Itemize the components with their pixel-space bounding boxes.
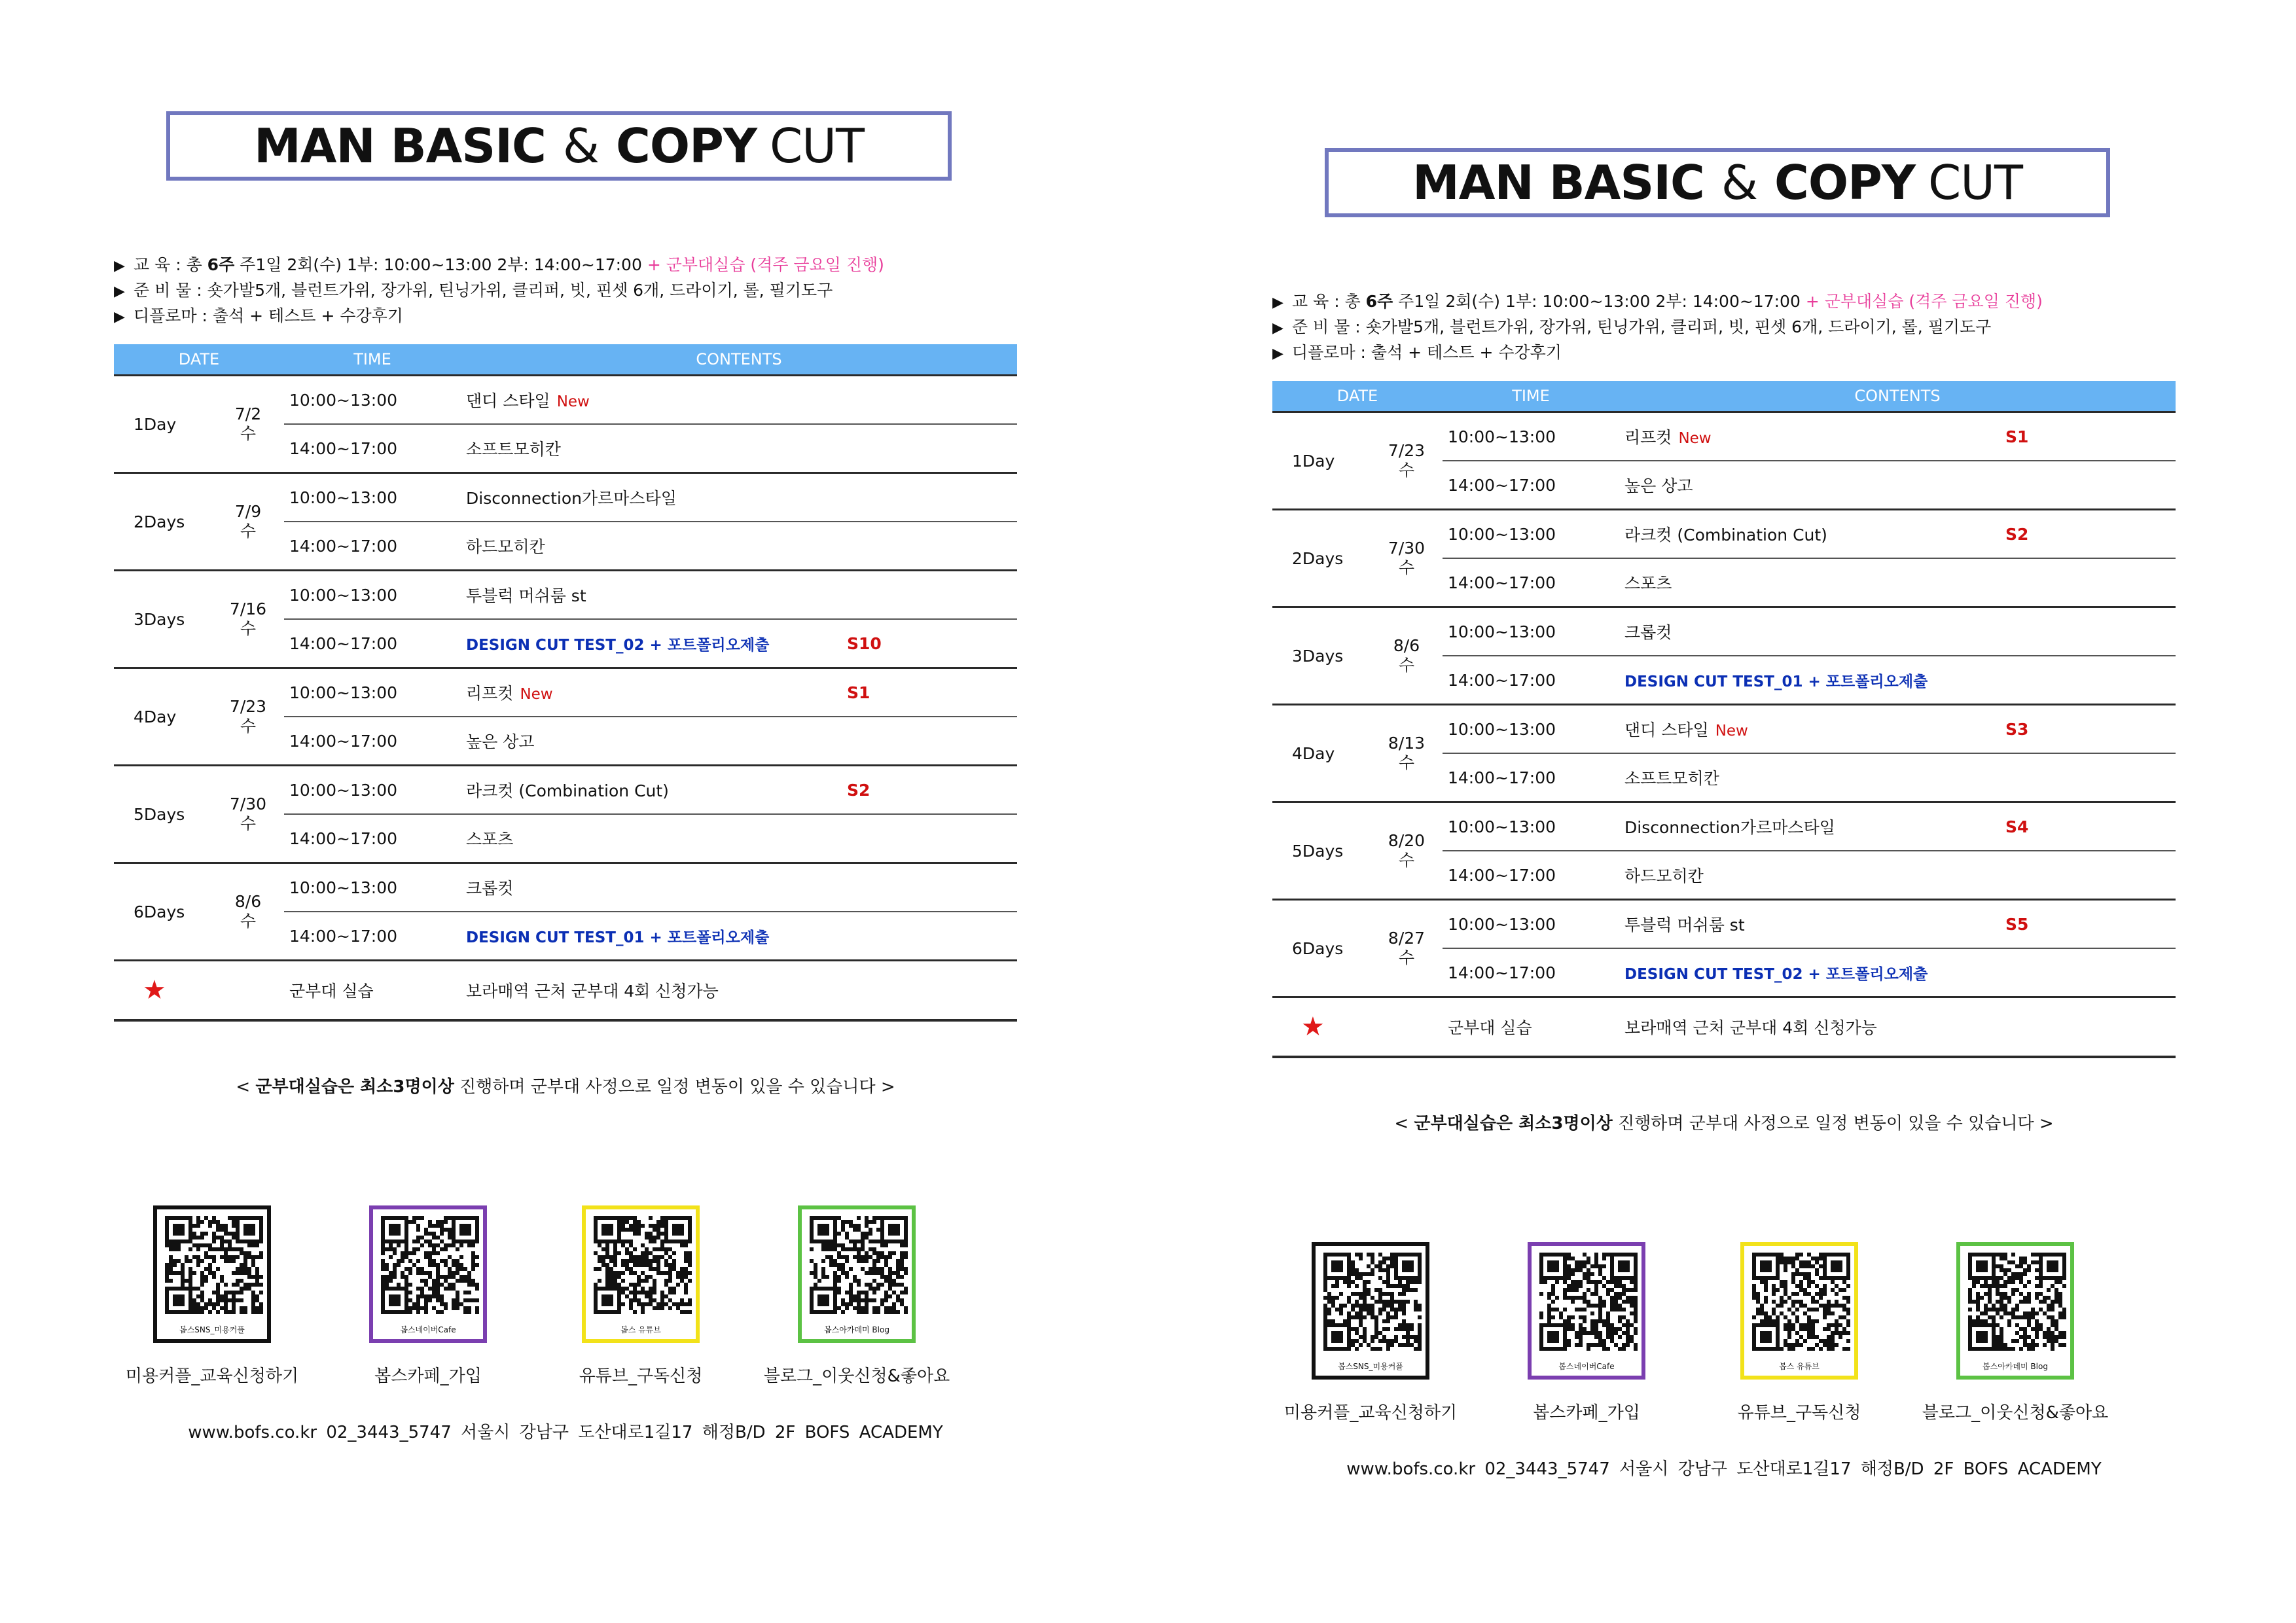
- session-code: S2: [847, 766, 1017, 815]
- session-code: [2005, 461, 2176, 510]
- education-label: 교 육 : 총: [1292, 292, 1361, 311]
- qr-code-icon: [381, 1216, 479, 1314]
- title-cut: CUT: [769, 118, 864, 173]
- title-copy: COPY: [616, 118, 757, 173]
- star-icon: ★: [1301, 1012, 1325, 1042]
- content-text: 높은 상고: [1624, 476, 1693, 495]
- notice-rest: 진행하며 군부대 사정으로 일정 변동이 있을 수 있습니다 >: [1612, 1114, 2054, 1133]
- time-cell: 10:00~13:00: [1443, 412, 1619, 461]
- day-date: [212, 766, 284, 863]
- page-title: [1325, 148, 2110, 217]
- title-cut: CUT: [1928, 155, 2022, 210]
- header-date: DATE: [1272, 381, 1443, 412]
- content-cell: [1619, 412, 2005, 461]
- weekday-value: 수: [1398, 948, 1415, 967]
- qr-caption: 봅스SNS_미용커플: [179, 1325, 245, 1334]
- education-schedule: 주1일 2회(수) 1부: 10:00~13:00 2부: 14:00~17:00: [1398, 292, 1801, 311]
- new-badge: New: [1715, 722, 1748, 740]
- session-code: [2005, 753, 2176, 802]
- table-row: [1272, 900, 2176, 949]
- session-code: S2: [2005, 510, 2176, 559]
- course-info: [114, 253, 1017, 329]
- session-code: [847, 912, 1017, 961]
- time-cell: 14:00~17:00: [284, 522, 461, 571]
- content-text: 하드모히칸: [466, 537, 545, 556]
- content-text: 스포츠: [1624, 574, 1672, 593]
- qr-item[interactable]: [1737, 1242, 1861, 1423]
- qr-frame[interactable]: [798, 1205, 916, 1343]
- time-cell: 14:00~17:00: [284, 912, 461, 961]
- field-training-label: 군부대 실습: [284, 961, 461, 1021]
- session-code: S1: [2005, 412, 2176, 461]
- qr-item[interactable]: [1922, 1242, 2109, 1423]
- date-value: 7/30: [1388, 539, 1426, 558]
- qr-code-icon: [165, 1216, 263, 1314]
- session-code: [2005, 607, 2176, 656]
- content-cell: [1619, 607, 2005, 656]
- schedule-rows: [1272, 412, 2176, 1058]
- qr-frame[interactable]: [1528, 1242, 1645, 1380]
- qr-code-icon: [1752, 1253, 1850, 1351]
- title-ampersand: &: [1721, 155, 1758, 210]
- qr-label: 봅스카페_가입: [1533, 1403, 1640, 1423]
- content-text: 댄디 스타일: [1624, 721, 1709, 740]
- notice-text: [114, 1073, 1017, 1097]
- qr-caption: 봅스아카데미 Blog: [824, 1325, 889, 1334]
- bullet-triangle-icon: ▶: [114, 258, 125, 274]
- content-cell: [461, 473, 847, 522]
- table-header-row: [114, 344, 1017, 376]
- qr-frame[interactable]: [1312, 1242, 1429, 1380]
- content-text: 하드모히칸: [1624, 866, 1704, 885]
- new-badge: New: [556, 393, 590, 410]
- time-cell: 14:00~17:00: [284, 814, 461, 863]
- day-date: [212, 473, 284, 571]
- session-code: [847, 473, 1017, 522]
- time-cell: 14:00~17:00: [1443, 656, 1619, 705]
- content-cell: [461, 668, 847, 717]
- day-label: 5Days: [114, 766, 212, 863]
- time-cell: 10:00~13:00: [284, 473, 461, 522]
- qr-label: 미용커플_교육신청하기: [1283, 1403, 1458, 1423]
- day-label: 5Days: [1272, 802, 1371, 900]
- qr-item[interactable]: [763, 1205, 950, 1386]
- date-value: 7/16: [229, 599, 267, 618]
- schedule-table: [114, 344, 1017, 1022]
- time-cell: 10:00~13:00: [284, 766, 461, 815]
- content-cell: [461, 424, 847, 473]
- day-label: 3Days: [114, 571, 212, 668]
- day-date: [212, 571, 284, 668]
- time-cell: 10:00~13:00: [1443, 705, 1619, 754]
- content-cell: [1619, 802, 2005, 851]
- weekday-value: 수: [1398, 558, 1415, 577]
- qr-item[interactable]: [579, 1205, 703, 1386]
- qr-label: 블로그_이웃신청&좋아요: [1922, 1403, 2109, 1423]
- content-text: 리프컷: [466, 684, 514, 703]
- prep-line: [1272, 315, 2176, 340]
- table-header-row: [1272, 381, 2176, 412]
- header-time: TIME: [284, 344, 461, 376]
- day-date: [212, 376, 284, 473]
- date-value: 7/30: [229, 794, 267, 813]
- session-code: [847, 376, 1017, 425]
- qr-caption: 봅스 유튜브: [620, 1325, 661, 1334]
- day-label: 1Day: [114, 376, 212, 473]
- qr-frame[interactable]: [1956, 1242, 2074, 1380]
- qr-frame[interactable]: [369, 1205, 487, 1343]
- table-row: [114, 863, 1017, 912]
- content-text: 소프트모히칸: [1624, 769, 1719, 788]
- content-text: Disconnection가르마스타일: [1624, 818, 1835, 837]
- weekday-value: 수: [240, 717, 257, 736]
- time-cell: 14:00~17:00: [1443, 851, 1619, 900]
- time-cell: 14:00~17:00: [284, 619, 461, 668]
- title-man-basic: MAN BASIC: [254, 118, 546, 173]
- qr-code-row: [125, 1205, 1004, 1386]
- session-code: [2005, 558, 2176, 607]
- content-cell: [1619, 753, 2005, 802]
- table-row: [1272, 802, 2176, 851]
- date-value: 7/9: [234, 502, 262, 521]
- content-cell: [1619, 900, 2005, 949]
- qr-caption: 봅스네이버Cafe: [1558, 1362, 1615, 1371]
- qr-frame[interactable]: [1740, 1242, 1858, 1380]
- footer-contact: www.bofs.co.kr 02_3443_5747 서울시 강남구 도산대로1길17 해정B/D 2F BOFS ACADEMY: [1346, 1459, 2102, 1479]
- table-row: [1272, 705, 2176, 754]
- star-icon: ★: [143, 975, 166, 1005]
- content-text: 높은 상고: [466, 732, 535, 751]
- time-cell: 10:00~13:00: [284, 571, 461, 620]
- time-cell: 10:00~13:00: [284, 863, 461, 912]
- qr-code-icon: [594, 1216, 692, 1314]
- bullet-triangle-icon: ▶: [114, 283, 125, 300]
- schedule-table: [1272, 381, 2176, 1058]
- education-extra: + 군부대실습 (격주 금요일 진행): [1805, 292, 2043, 311]
- field-training-content: 보라매역 근처 군부대 4회 신청가능: [1619, 997, 2176, 1058]
- bullet-triangle-icon: ▶: [1272, 294, 1283, 311]
- content-cell: [461, 766, 847, 815]
- title-ampersand: &: [562, 118, 600, 173]
- new-badge: New: [520, 686, 553, 703]
- content-cell: [1619, 510, 2005, 559]
- date-value: 8/13: [1388, 734, 1426, 753]
- bullet-triangle-icon: ▶: [1272, 346, 1283, 362]
- weekday-value: 수: [1398, 851, 1415, 870]
- table-row: [114, 766, 1017, 815]
- education-weeks: 6주: [207, 255, 235, 274]
- content-text: 크롭컷: [466, 879, 514, 898]
- time-cell: 10:00~13:00: [1443, 802, 1619, 851]
- notice-open: <: [236, 1077, 256, 1097]
- content-text: DESIGN CUT TEST_02 + 포트폴리오제출: [1624, 965, 1928, 983]
- session-code: S4: [2005, 802, 2176, 851]
- table-row: [114, 376, 1017, 425]
- table-row: [114, 571, 1017, 620]
- time-cell: 14:00~17:00: [1443, 461, 1619, 510]
- notice-open: <: [1394, 1114, 1414, 1133]
- content-cell: [1619, 851, 2005, 900]
- time-cell: 14:00~17:00: [284, 717, 461, 766]
- education-extra: + 군부대실습 (격주 금요일 진행): [647, 255, 884, 274]
- date-value: 8/27: [1388, 929, 1426, 948]
- time-cell: 10:00~13:00: [284, 376, 461, 425]
- weekday-value: 수: [240, 424, 257, 443]
- day-label: 4Day: [1272, 705, 1371, 802]
- day-date: [1371, 705, 1443, 802]
- session-code: [847, 522, 1017, 571]
- header-time: TIME: [1443, 381, 1619, 412]
- header-contents: CONTENTS: [461, 344, 1017, 376]
- content-text: 댄디 스타일: [466, 391, 550, 410]
- education-weeks: 6주: [1365, 292, 1393, 311]
- session-code: [2005, 656, 2176, 705]
- bullet-triangle-icon: ▶: [1272, 320, 1283, 336]
- session-code: S3: [2005, 705, 2176, 754]
- content-cell: [1619, 461, 2005, 510]
- day-label: 4Day: [114, 668, 212, 766]
- header-contents: CONTENTS: [1619, 381, 2176, 412]
- qr-label: 블로그_이웃신청&좋아요: [763, 1366, 950, 1386]
- content-text: DESIGN CUT TEST_01 + 포트폴리오제출: [466, 929, 770, 946]
- content-text: Disconnection가르마스타일: [466, 489, 677, 508]
- qr-caption: 봅스SNS_미용커플: [1338, 1362, 1403, 1371]
- content-cell: [461, 863, 847, 912]
- education-label: 교 육 : 총: [134, 255, 202, 274]
- day-date: [212, 863, 284, 961]
- date-value: 8/6: [234, 892, 262, 911]
- content-text: 스포츠: [466, 830, 514, 849]
- session-code: [2005, 948, 2176, 997]
- content-text: 라크컷 (Combination Cut): [466, 781, 669, 800]
- day-date: [1371, 607, 1443, 705]
- diploma-text: 디플로마 : 출석 + 테스트 + 수강후기: [134, 306, 403, 325]
- content-text: 리프컷: [1624, 428, 1672, 447]
- qr-label: 봅스카페_가입: [374, 1366, 482, 1386]
- day-date: [1371, 900, 1443, 997]
- date-value: 7/2: [234, 404, 262, 423]
- content-cell: [461, 717, 847, 766]
- qr-code-icon: [1323, 1253, 1422, 1351]
- content-text: 투블럭 머쉬룸 st: [466, 586, 586, 605]
- content-cell: [1619, 558, 2005, 607]
- time-cell: 10:00~13:00: [1443, 607, 1619, 656]
- day-date: [1371, 412, 1443, 510]
- new-badge: New: [1678, 430, 1712, 447]
- content-text: 투블럭 머쉬룸 st: [1624, 916, 1745, 935]
- content-text: DESIGN CUT TEST_01 + 포트폴리오제출: [1624, 673, 1928, 690]
- qr-caption: 봅스아카데미 Blog: [1982, 1362, 2048, 1371]
- session-code: [847, 863, 1017, 912]
- prep-text: 준 비 물 : 숏가발5개, 블런트가위, 장가위, 틴닝가위, 클리퍼, 빗, 핀셋 6개, 드라이기, 롤, 필기도구: [1292, 317, 1992, 336]
- weekday-value: 수: [240, 619, 257, 638]
- qr-caption: 봅스 유튜브: [1779, 1362, 1820, 1371]
- page-title: [166, 111, 952, 181]
- prep-line: [114, 278, 1017, 304]
- notice-text: [1272, 1110, 2176, 1134]
- title-man-basic: MAN BASIC: [1412, 155, 1704, 210]
- bullet-triangle-icon: ▶: [114, 309, 125, 325]
- content-cell: [1619, 656, 2005, 705]
- content-text: 크롭컷: [1624, 623, 1672, 642]
- weekday-value: 수: [1398, 656, 1415, 675]
- notice-bold: 군부대실습은 최소3명이상: [1414, 1114, 1613, 1133]
- title-copy: COPY: [1774, 155, 1915, 210]
- education-line: [1272, 289, 2176, 315]
- qr-item[interactable]: [1528, 1242, 1645, 1423]
- prep-text: 준 비 물 : 숏가발5개, 블런트가위, 장가위, 틴닝가위, 클리퍼, 빗, 핀셋 6개, 드라이기, 롤, 필기도구: [134, 281, 833, 300]
- session-code: [2005, 851, 2176, 900]
- content-cell: [461, 522, 847, 571]
- time-cell: 10:00~13:00: [1443, 900, 1619, 949]
- course-info: [1272, 289, 2176, 366]
- weekday-value: 수: [240, 814, 257, 833]
- time-cell: 14:00~17:00: [1443, 948, 1619, 997]
- time-cell: 10:00~13:00: [1443, 510, 1619, 559]
- date-value: 8/6: [1393, 636, 1420, 655]
- education-schedule: 주1일 2회(수) 1부: 10:00~13:00 2부: 14:00~17:00: [240, 255, 642, 274]
- session-code: [847, 424, 1017, 473]
- day-label: 2Days: [1272, 510, 1371, 607]
- table-row: [114, 473, 1017, 522]
- qr-label: 미용커플_교육신청하기: [125, 1366, 299, 1386]
- table-row: [1272, 607, 2176, 656]
- session-code: [847, 571, 1017, 620]
- date-value: 7/23: [1388, 441, 1426, 460]
- day-date: [212, 668, 284, 766]
- content-cell: [461, 376, 847, 425]
- date-value: 7/23: [229, 697, 267, 716]
- session-code: S1: [847, 668, 1017, 717]
- weekday-value: 수: [240, 522, 257, 541]
- header-date: DATE: [114, 344, 284, 376]
- session-code: [847, 814, 1017, 863]
- field-training-row: [114, 961, 1017, 1021]
- education-line: [114, 253, 1017, 278]
- footer-contact: www.bofs.co.kr 02_3443_5747 서울시 강남구 도산대로1길17 해정B/D 2F BOFS ACADEMY: [188, 1423, 943, 1442]
- table-row: [1272, 510, 2176, 559]
- diploma-line: [1272, 340, 2176, 366]
- day-label: 2Days: [114, 473, 212, 571]
- qr-code-row: [1283, 1242, 2162, 1423]
- day-label: 6Days: [114, 863, 212, 961]
- weekday-value: 수: [1398, 461, 1415, 480]
- diploma-line: [114, 304, 1017, 329]
- content-cell: [461, 571, 847, 620]
- session-code: [847, 717, 1017, 766]
- date-value: 8/20: [1388, 831, 1426, 850]
- time-cell: 10:00~13:00: [284, 668, 461, 717]
- qr-label: 유튜브_구독신청: [579, 1366, 703, 1386]
- day-label: 1Day: [1272, 412, 1371, 510]
- qr-code-icon: [810, 1216, 908, 1314]
- qr-item[interactable]: [1283, 1242, 1458, 1423]
- field-training-content: 보라매역 근처 군부대 4회 신청가능: [461, 961, 1017, 1021]
- session-code: S5: [2005, 900, 2176, 949]
- content-text: DESIGN CUT TEST_02 + 포트폴리오제출: [466, 636, 770, 654]
- diploma-text: 디플로마 : 출석 + 테스트 + 수강후기: [1292, 343, 1562, 362]
- qr-frame[interactable]: [582, 1205, 700, 1343]
- table-row: [1272, 412, 2176, 461]
- content-cell: [461, 619, 847, 668]
- time-cell: 14:00~17:00: [1443, 558, 1619, 607]
- content-cell: [1619, 948, 2005, 997]
- weekday-value: 수: [240, 912, 257, 931]
- day-label: 3Days: [1272, 607, 1371, 705]
- qr-label: 유튜브_구독신청: [1737, 1403, 1861, 1423]
- notice-bold: 군부대실습은 최소3명이상: [255, 1077, 454, 1097]
- session-code: S10: [847, 619, 1017, 668]
- content-text: 소프트모히칸: [466, 440, 561, 459]
- qr-item[interactable]: [125, 1205, 299, 1386]
- qr-code-icon: [1968, 1253, 2066, 1351]
- content-text: 라크컷 (Combination Cut): [1624, 526, 1827, 544]
- time-cell: 14:00~17:00: [284, 424, 461, 473]
- table-row: [114, 668, 1017, 717]
- day-date: [1371, 802, 1443, 900]
- qr-item[interactable]: [369, 1205, 487, 1386]
- field-training-row: [1272, 997, 2176, 1058]
- content-cell: [461, 912, 847, 961]
- day-label: 6Days: [1272, 900, 1371, 997]
- qr-code-icon: [1539, 1253, 1638, 1351]
- qr-frame[interactable]: [153, 1205, 271, 1343]
- field-training-label: 군부대 실습: [1443, 997, 1619, 1058]
- day-date: [1371, 510, 1443, 607]
- weekday-value: 수: [1398, 753, 1415, 772]
- content-cell: [1619, 705, 2005, 754]
- content-cell: [461, 814, 847, 863]
- notice-rest: 진행하며 군부대 사정으로 일정 변동이 있을 수 있습니다 >: [454, 1077, 895, 1097]
- time-cell: 14:00~17:00: [1443, 753, 1619, 802]
- schedule-rows: [114, 376, 1017, 1021]
- qr-caption: 봅스네이버Cafe: [400, 1325, 456, 1334]
